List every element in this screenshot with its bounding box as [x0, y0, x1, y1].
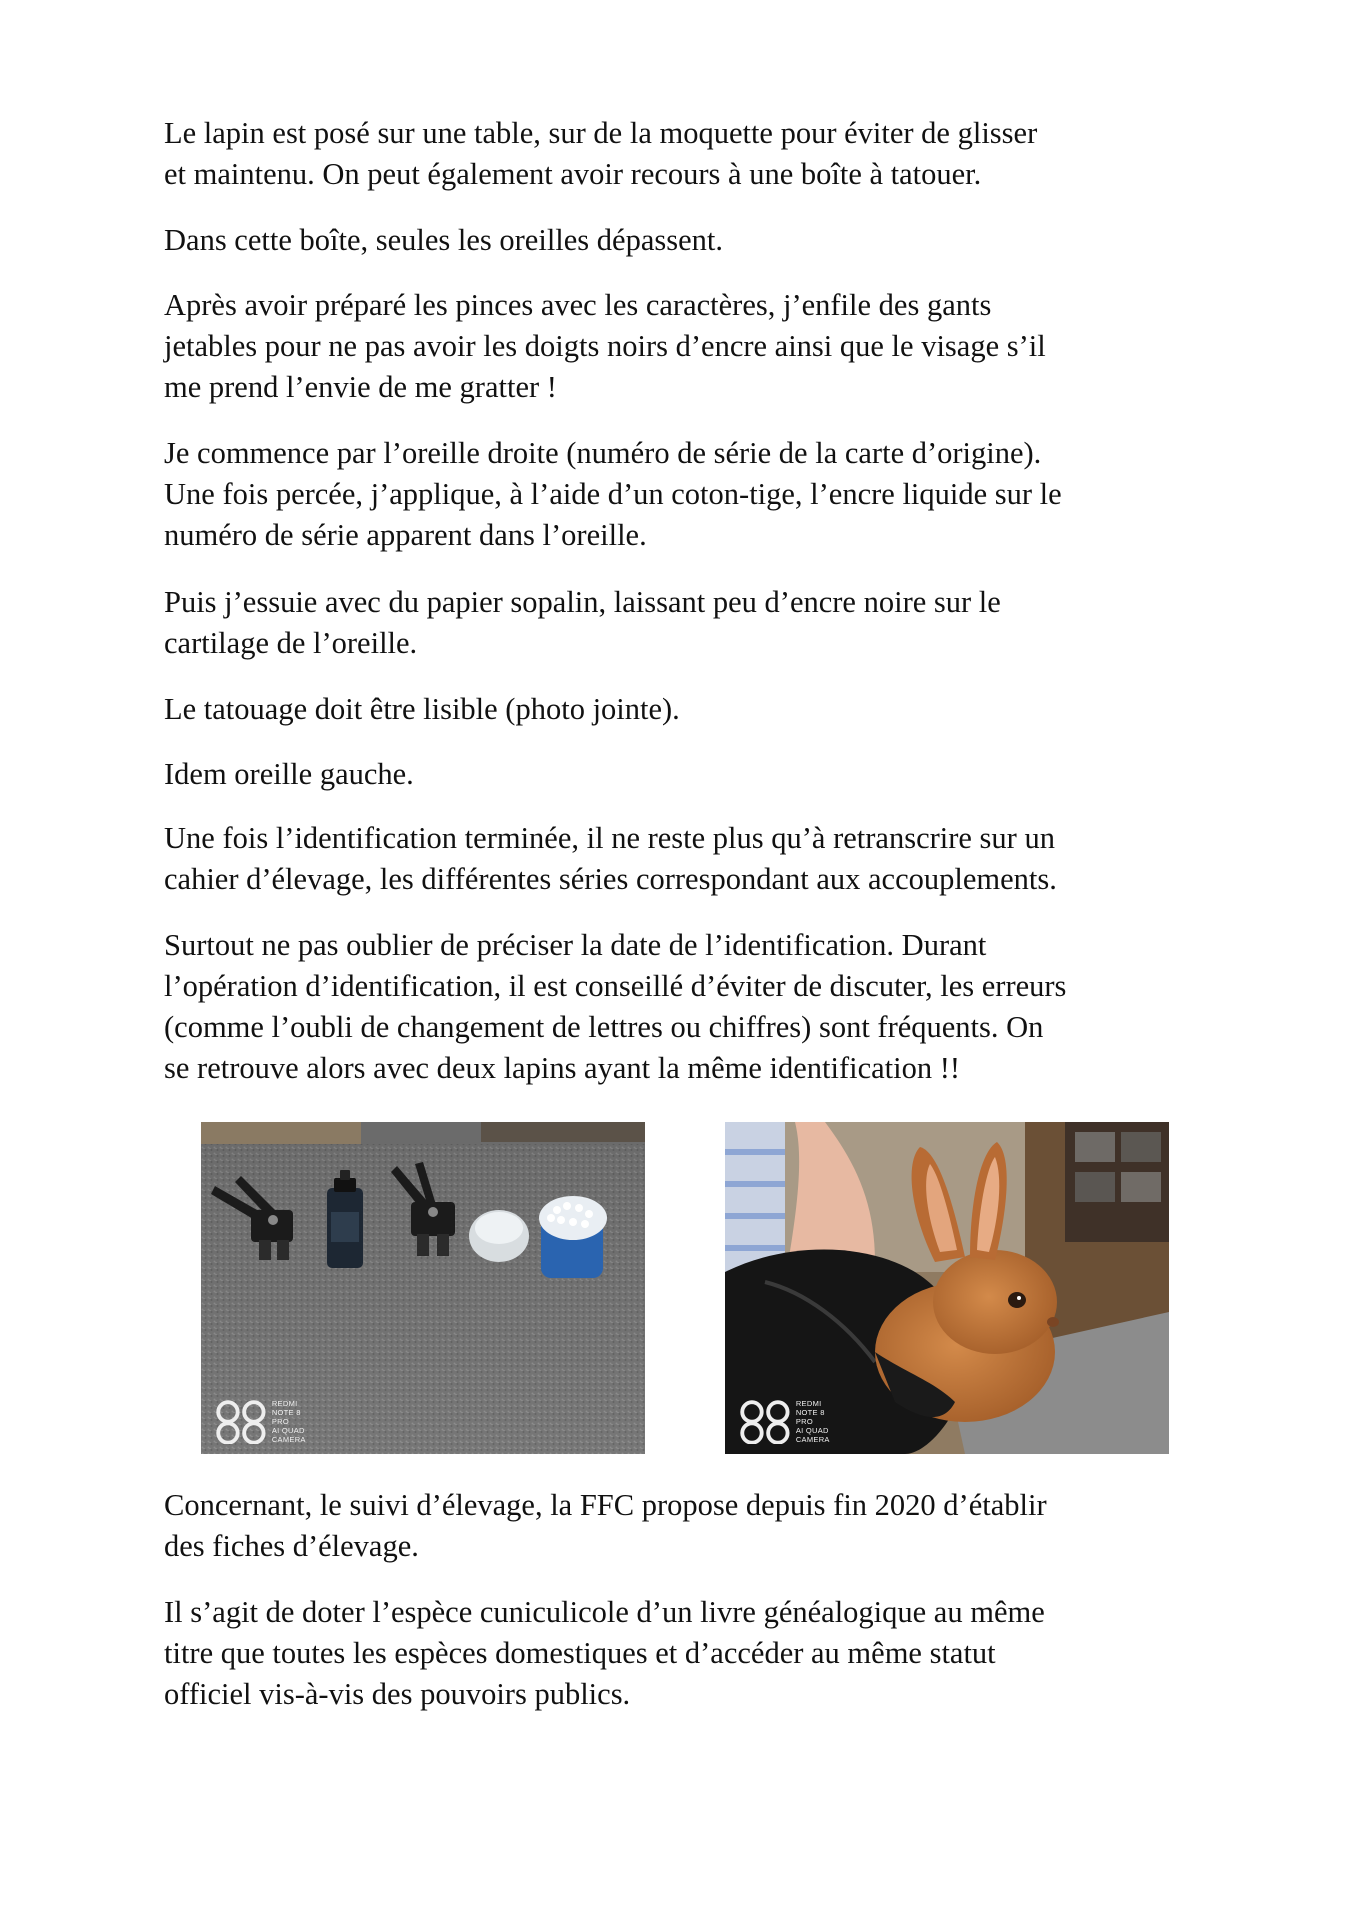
text-line: Une fois l’identification terminée, il ne reste plus qu’à retranscrire sur un: [164, 821, 1055, 855]
photo-tattoo-tools: [201, 1122, 645, 1454]
text-line: (comme l’oubli de changement de lettres ou chiffres) sont fréquents. On: [164, 1010, 1044, 1044]
text-line: cahier d’élevage, les différentes séries correspondant aux accouplements.: [164, 862, 1057, 896]
watermark-model: REDMI NOTE 8 PRO: [795, 1398, 825, 1426]
paragraph-9: [164, 925, 1204, 1089]
text-line: officiel vis-à-vis des pouvoirs publics.: [164, 1677, 631, 1711]
paragraph-5: [164, 582, 1204, 664]
paragraph-1: [164, 113, 1204, 195]
text-line: Concernant, le suivi d’élevage, la FFC propose depuis fin 2020 d’établir: [164, 1488, 1047, 1522]
text-line: Dans cette boîte, seules les oreilles dépassent.: [164, 223, 723, 257]
paragraph-10: [164, 1485, 1204, 1567]
text-line: cartilage de l’oreille.: [164, 626, 418, 660]
text-line: Surtout ne pas oublier de préciser la date de l’identification. Durant: [164, 928, 987, 962]
watermark-model: REDMI NOTE 8 PRO: [271, 1398, 301, 1426]
text-line: et maintenu. On peut également avoir recours à une boîte à tatouer.: [164, 157, 982, 191]
text-line: Je commence par l’oreille droite (numéro de série de la carte d’origine).: [164, 436, 1042, 470]
paragraph-7: [164, 754, 1204, 795]
text-line: Le tatouage doit être lisible (photo jointe).: [164, 692, 680, 726]
text-line: jetables pour ne pas avoir les doigts noirs d’encre ainsi que le visage s’il: [164, 329, 1046, 363]
text-line: Le lapin est posé sur une table, sur de la moquette pour éviter de glisser: [164, 116, 1038, 150]
cotton-swabs-box: [539, 1196, 607, 1278]
camera-lens-icon: [215, 1399, 267, 1444]
text-line: titre que toutes les espèces domestiques et d’accéder au même statut: [164, 1636, 996, 1670]
paragraph-6: [164, 689, 1204, 730]
text-line: se retrouve alors avec deux lapins ayant la même identification !!: [164, 1051, 961, 1085]
camera-watermark: [215, 1399, 312, 1444]
paragraph-3: [164, 285, 1204, 408]
text-line: Il s’agit de doter l’espèce cuniculicole d’un livre généalogique au même: [164, 1595, 1045, 1629]
plastic-cup: [469, 1210, 529, 1262]
text-line: des fiches d’élevage.: [164, 1529, 419, 1563]
text-line: Après avoir préparé les pinces avec les caractères, j’enfile des gants: [164, 288, 992, 322]
text-line: Idem oreille gauche.: [164, 757, 414, 791]
paragraph-8: [164, 818, 1204, 900]
text-line: Puis j’essuie avec du papier sopalin, laissant peu d’encre noire sur le: [164, 585, 1001, 619]
photo-rabbit: [725, 1122, 1169, 1454]
text-line: Une fois percée, j’applique, à l’aide d’un coton-tige, l’encre liquide sur le: [164, 477, 1062, 511]
watermark-camera: AI QUAD CAMERA: [795, 1425, 830, 1444]
paragraph-2: [164, 220, 1204, 261]
text-line: numéro de série apparent dans l’oreille.: [164, 518, 647, 552]
camera-watermark: [739, 1399, 836, 1444]
text-line: me prend l’envie de me gratter !: [164, 370, 557, 404]
paragraph-4: [164, 433, 1204, 556]
watermark-camera: AI QUAD CAMERA: [271, 1425, 306, 1444]
paragraph-11: [164, 1592, 1204, 1715]
text-line: l’opération d’identification, il est conseillé d’éviter de discuter, les erreurs: [164, 969, 1067, 1003]
camera-lens-icon: [739, 1399, 791, 1444]
